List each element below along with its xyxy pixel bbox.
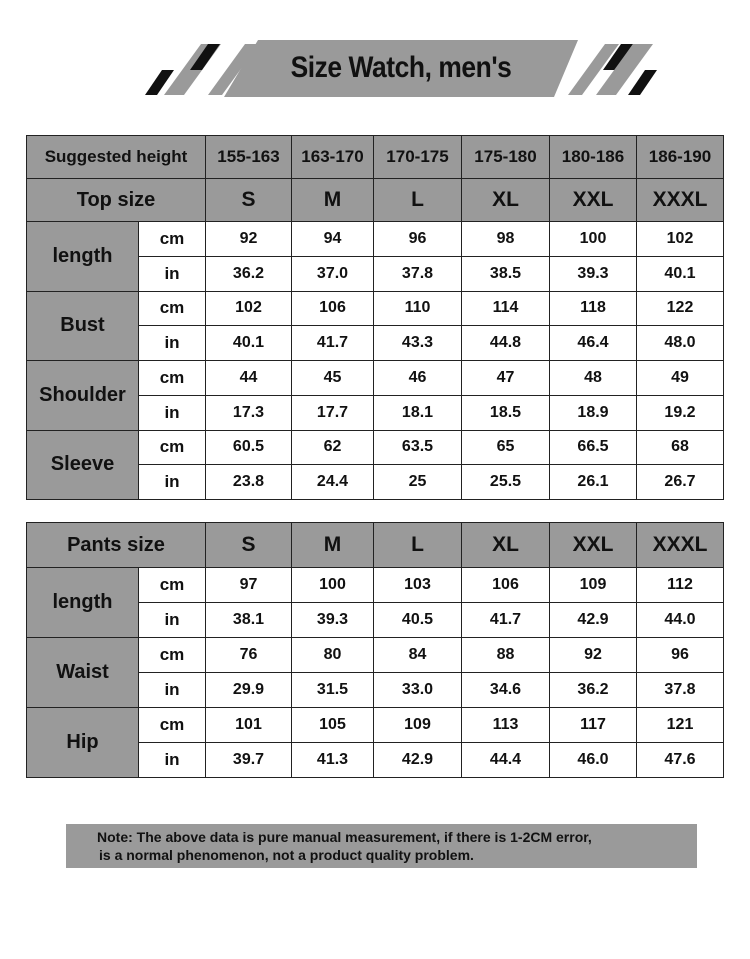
unit-cell: in (139, 743, 206, 778)
value-cell: 48 (550, 361, 637, 396)
value-cell: 23.8 (206, 465, 292, 500)
value-cell: 36.2 (550, 673, 637, 708)
value-cell: 45 (292, 361, 374, 396)
unit-cell: cm (139, 291, 206, 326)
value-cell: 38.1 (206, 603, 292, 638)
size-cell: S (206, 179, 292, 222)
value-cell: 43.3 (374, 326, 462, 361)
pants-size-label: Pants size (27, 523, 206, 568)
unit-cell: in (139, 395, 206, 430)
size-cell: XL (462, 179, 550, 222)
value-cell: 17.3 (206, 395, 292, 430)
size-cell: XXL (550, 179, 637, 222)
measurement-row (27, 708, 724, 743)
top-measurements (27, 222, 724, 500)
value-cell: 98 (462, 222, 550, 257)
value-cell: 41.7 (462, 603, 550, 638)
title-banner (0, 0, 750, 120)
top-size-table (26, 135, 724, 500)
size-cell: XXL (550, 523, 637, 568)
size-cell: L (374, 523, 462, 568)
size-cell: M (292, 179, 374, 222)
value-cell: 29.9 (206, 673, 292, 708)
note-line-1: Note: The above data is pure manual measurement, if there is 1-2CM error, (97, 829, 592, 845)
measurement-note (66, 824, 697, 868)
value-cell: 46.4 (550, 326, 637, 361)
value-cell: 47 (462, 361, 550, 396)
value-cell: 102 (637, 222, 724, 257)
value-cell: 63.5 (374, 430, 462, 465)
value-cell: 109 (374, 708, 462, 743)
value-cell: 33.0 (374, 673, 462, 708)
value-cell: 103 (374, 568, 462, 603)
size-cell: S (206, 523, 292, 568)
size-cell: XL (462, 523, 550, 568)
value-cell: 26.1 (550, 465, 637, 500)
measure-label: Hip (27, 708, 139, 778)
value-cell: 100 (550, 222, 637, 257)
value-cell: 80 (292, 638, 374, 673)
value-cell: 114 (462, 291, 550, 326)
height-cell: 186-190 (637, 136, 724, 179)
value-cell: 102 (206, 291, 292, 326)
value-cell: 39.3 (292, 603, 374, 638)
value-cell: 44.4 (462, 743, 550, 778)
unit-cell: cm (139, 568, 206, 603)
value-cell: 60.5 (206, 430, 292, 465)
value-cell: 68 (637, 430, 724, 465)
measurement-row (27, 291, 724, 326)
height-cell: 155-163 (206, 136, 292, 179)
page-title: Size Watch, men's (290, 51, 512, 84)
height-cell: 180-186 (550, 136, 637, 179)
value-cell: 62 (292, 430, 374, 465)
value-cell: 122 (637, 291, 724, 326)
value-cell: 34.6 (462, 673, 550, 708)
value-cell: 105 (292, 708, 374, 743)
value-cell: 25 (374, 465, 462, 500)
value-cell: 25.5 (462, 465, 550, 500)
value-cell: 44.8 (462, 326, 550, 361)
value-cell: 88 (462, 638, 550, 673)
unit-cell: in (139, 326, 206, 361)
height-cell: 175-180 (462, 136, 550, 179)
measurement-row (27, 222, 724, 257)
value-cell: 44.0 (637, 603, 724, 638)
value-cell: 38.5 (462, 256, 550, 291)
value-cell: 96 (374, 222, 462, 257)
note-line-2: is a normal phenomenon, not a product quality problem. (99, 847, 474, 863)
unit-cell: cm (139, 638, 206, 673)
value-cell: 94 (292, 222, 374, 257)
height-cell: 170-175 (374, 136, 462, 179)
value-cell: 40.5 (374, 603, 462, 638)
value-cell: 101 (206, 708, 292, 743)
value-cell: 106 (292, 291, 374, 326)
value-cell: 112 (637, 568, 724, 603)
value-cell: 31.5 (292, 673, 374, 708)
unit-cell: in (139, 256, 206, 291)
value-cell: 46.0 (550, 743, 637, 778)
value-cell: 96 (637, 638, 724, 673)
unit-cell: in (139, 465, 206, 500)
pants-size-table (26, 522, 724, 778)
measurement-row (27, 361, 724, 396)
measurement-row (27, 568, 724, 603)
unit-cell: cm (139, 361, 206, 396)
value-cell: 66.5 (550, 430, 637, 465)
size-cell: L (374, 179, 462, 222)
pants-size-row (27, 523, 724, 568)
value-cell: 39.7 (206, 743, 292, 778)
value-cell: 18.5 (462, 395, 550, 430)
unit-cell: in (139, 673, 206, 708)
measure-label: Waist (27, 638, 139, 708)
value-cell: 36.2 (206, 256, 292, 291)
value-cell: 65 (462, 430, 550, 465)
value-cell: 37.8 (637, 673, 724, 708)
value-cell: 84 (374, 638, 462, 673)
value-cell: 113 (462, 708, 550, 743)
value-cell: 121 (637, 708, 724, 743)
value-cell: 47.6 (637, 743, 724, 778)
value-cell: 49 (637, 361, 724, 396)
value-cell: 39.3 (550, 256, 637, 291)
value-cell: 44 (206, 361, 292, 396)
value-cell: 37.0 (292, 256, 374, 291)
size-cell: M (292, 523, 374, 568)
value-cell: 24.4 (292, 465, 374, 500)
value-cell: 41.7 (292, 326, 374, 361)
value-cell: 92 (206, 222, 292, 257)
value-cell: 109 (550, 568, 637, 603)
measure-label: length (27, 568, 139, 638)
measurement-row (27, 638, 724, 673)
unit-cell: cm (139, 430, 206, 465)
measurement-row (27, 430, 724, 465)
value-cell: 118 (550, 291, 637, 326)
value-cell: 100 (292, 568, 374, 603)
value-cell: 42.9 (550, 603, 637, 638)
suggested-height-row (27, 136, 724, 179)
value-cell: 18.9 (550, 395, 637, 430)
value-cell: 110 (374, 291, 462, 326)
value-cell: 92 (550, 638, 637, 673)
value-cell: 18.1 (374, 395, 462, 430)
unit-cell: in (139, 603, 206, 638)
height-cell: 163-170 (292, 136, 374, 179)
value-cell: 17.7 (292, 395, 374, 430)
size-cell: XXXL (637, 523, 724, 568)
value-cell: 46 (374, 361, 462, 396)
measure-label: length (27, 222, 139, 292)
value-cell: 42.9 (374, 743, 462, 778)
top-size-label: Top size (27, 179, 206, 222)
unit-cell: cm (139, 222, 206, 257)
stripe-right-4 (628, 70, 657, 95)
top-size-row (27, 179, 724, 222)
value-cell: 48.0 (637, 326, 724, 361)
value-cell: 41.3 (292, 743, 374, 778)
value-cell: 117 (550, 708, 637, 743)
value-cell: 106 (462, 568, 550, 603)
suggested-height-label: Suggested height (27, 136, 206, 179)
value-cell: 97 (206, 568, 292, 603)
size-cell: XXXL (637, 179, 724, 222)
value-cell: 76 (206, 638, 292, 673)
measure-label: Bust (27, 291, 139, 361)
value-cell: 40.1 (637, 256, 724, 291)
value-cell: 19.2 (637, 395, 724, 430)
value-cell: 40.1 (206, 326, 292, 361)
measure-label: Shoulder (27, 361, 139, 431)
pants-measurements (27, 568, 724, 778)
unit-cell: cm (139, 708, 206, 743)
value-cell: 37.8 (374, 256, 462, 291)
value-cell: 26.7 (637, 465, 724, 500)
measure-label: Sleeve (27, 430, 139, 500)
